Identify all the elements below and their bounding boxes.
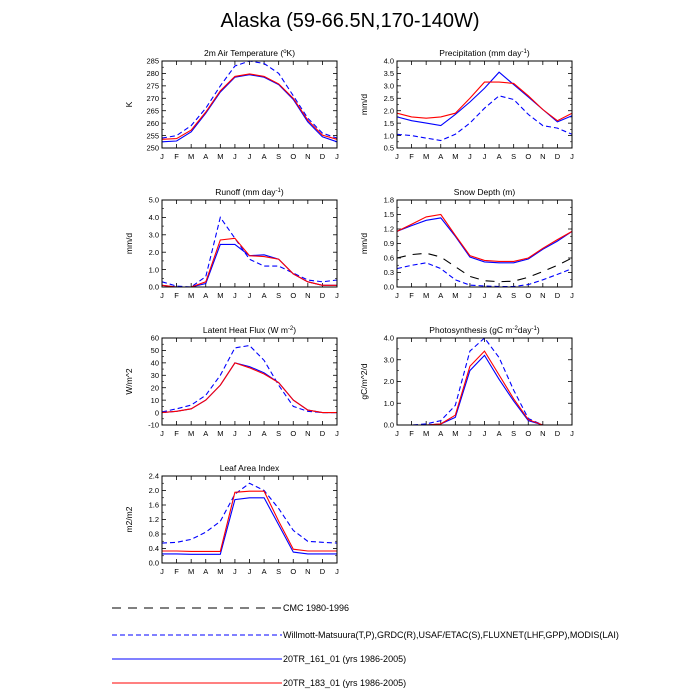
y-tick-label: 0.0 — [148, 282, 159, 292]
y-tick-label: 1.0 — [148, 265, 159, 275]
x-tick-label: F — [174, 291, 179, 300]
y-axis-label: mm/d — [359, 93, 369, 116]
x-tick-label: S — [276, 152, 282, 161]
y-tick-label: 4.0 — [383, 56, 394, 66]
series-line-2 — [397, 263, 572, 287]
x-tick-label: J — [160, 291, 164, 300]
x-tick-label: N — [305, 291, 311, 300]
x-tick-label: F — [174, 429, 179, 438]
x-tick-label: A — [203, 429, 209, 438]
y-tick-label: 0.6 — [383, 253, 394, 263]
x-tick-label: J — [482, 429, 487, 438]
x-tick-label: O — [290, 291, 297, 300]
y-tick-label: 50 — [150, 346, 159, 356]
x-tick-label: N — [540, 152, 546, 161]
series-line-3 — [397, 218, 572, 263]
plot-frame — [162, 200, 337, 287]
panel-6 — [359, 325, 574, 438]
panel-title-text: ) — [280, 187, 284, 197]
series-line-3 — [397, 351, 572, 425]
panel-title — [429, 325, 540, 335]
y-tick-label: 1.0 — [383, 131, 394, 141]
x-tick-label: A — [203, 152, 209, 161]
y-tick-label: 3.0 — [383, 355, 394, 365]
series-line-1 — [162, 346, 337, 413]
panel-title-superscript: -1 — [275, 188, 281, 194]
y-axis-label: W/m^2 — [124, 368, 134, 395]
x-tick-label: M — [217, 567, 224, 576]
y-tick-label: 4.0 — [383, 333, 394, 343]
x-tick-label: M — [188, 291, 195, 300]
x-tick-label: A — [496, 429, 502, 438]
x-tick-label: N — [305, 567, 311, 576]
x-tick-label: D — [319, 567, 326, 576]
y-axis-label: gC/m^2/d — [359, 363, 369, 400]
x-tick-label: O — [525, 291, 532, 300]
x-tick-label: N — [540, 291, 546, 300]
x-tick-label: J — [395, 291, 399, 300]
panel-title-superscript: -1 — [521, 49, 527, 55]
x-tick-label: J — [247, 291, 252, 300]
x-tick-label: A — [496, 291, 502, 300]
x-tick-label: M — [452, 152, 459, 161]
panel-title-text: Leaf Area Index — [219, 463, 280, 473]
panel-title-text: day — [517, 325, 532, 335]
x-tick-label: A — [261, 291, 267, 300]
panel-title-text: 2m Air Temperature ( — [203, 48, 284, 58]
panel-title-text: ) — [536, 325, 540, 335]
panel-1 — [124, 48, 339, 161]
panel-title-text: Latent Heat Flux (W m — [202, 325, 288, 335]
panel-3 — [124, 187, 339, 300]
x-tick-label: M — [188, 152, 195, 161]
panel-7 — [124, 463, 339, 576]
x-tick-label: A — [438, 429, 444, 438]
y-tick-label: 1.5 — [383, 210, 394, 220]
y-tick-label: 1.5 — [383, 118, 394, 128]
x-tick-label: J — [482, 291, 487, 300]
x-tick-label: D — [554, 291, 561, 300]
y-tick-label: 5.0 — [148, 195, 159, 205]
x-tick-label: F — [174, 152, 179, 161]
y-tick-label: 280 — [146, 69, 159, 79]
y-tick-label: 275 — [146, 81, 159, 91]
x-tick-label: M — [452, 291, 459, 300]
y-tick-label: 0.4 — [148, 544, 159, 554]
y-tick-label: 0.0 — [383, 282, 394, 292]
y-tick-label: 40 — [150, 358, 159, 368]
panel-title-superscript: o — [283, 49, 287, 55]
x-tick-label: J — [395, 429, 399, 438]
x-tick-label: S — [511, 291, 517, 300]
legend-label-3: 20TR_161_01 (yrs 1986-2005) — [283, 654, 407, 664]
x-tick-label: J — [570, 291, 574, 300]
x-tick-label: A — [261, 567, 267, 576]
y-tick-label: 265 — [146, 106, 159, 116]
x-tick-label: O — [290, 567, 297, 576]
x-tick-label: D — [319, 291, 326, 300]
x-tick-label: O — [525, 429, 532, 438]
x-tick-label: S — [276, 291, 282, 300]
y-tick-label: 3.5 — [383, 69, 394, 79]
y-tick-label: 0.3 — [383, 268, 394, 278]
legend — [112, 603, 619, 688]
x-tick-label: J — [233, 429, 237, 438]
x-tick-label: O — [290, 152, 297, 161]
x-tick-label: J — [468, 291, 472, 300]
series-line-3 — [162, 363, 337, 413]
y-axis-label: mm/d — [359, 232, 369, 255]
page-title: Alaska (59-66.5N,170-140W) — [220, 10, 480, 32]
panel-title — [439, 48, 530, 58]
x-tick-label: S — [511, 152, 517, 161]
x-tick-label: A — [203, 291, 209, 300]
x-tick-label: J — [335, 291, 339, 300]
plot-frame — [397, 200, 572, 287]
plot-frame — [397, 61, 572, 148]
x-tick-label: J — [160, 567, 164, 576]
y-tick-label: 250 — [146, 143, 159, 153]
panel-title-superscript: -2 — [512, 326, 518, 332]
y-tick-label: 10 — [150, 395, 159, 405]
x-tick-label: J — [395, 152, 399, 161]
x-tick-label: M — [217, 291, 224, 300]
x-tick-label: J — [570, 429, 574, 438]
x-tick-label: M — [188, 567, 195, 576]
plot-frame — [162, 476, 337, 563]
x-tick-label: M — [452, 429, 459, 438]
y-tick-label: 30 — [150, 370, 159, 380]
panel-title-text: Snow Depth (m) — [453, 187, 516, 197]
y-tick-label: 20 — [150, 383, 159, 393]
series-line-3 — [162, 74, 337, 139]
panel-title — [204, 48, 295, 58]
series-line-2 — [397, 355, 572, 425]
panel-title-text: Photosynthesis (gC m — [429, 325, 513, 335]
legend-label-4: 20TR_183_01 (yrs 1986-2005) — [283, 678, 407, 688]
x-tick-label: A — [261, 429, 267, 438]
panel-2 — [359, 48, 574, 161]
y-tick-label: 0.5 — [383, 143, 394, 153]
series-line-1 — [397, 253, 572, 282]
x-tick-label: O — [290, 429, 297, 438]
y-tick-label: 60 — [150, 333, 159, 343]
y-tick-label: 0.0 — [383, 420, 394, 430]
series-line-1 — [162, 61, 337, 138]
y-tick-label: 4.0 — [148, 213, 159, 223]
panel-title-text: ) — [526, 48, 530, 58]
panel-5 — [124, 325, 339, 438]
y-tick-label: 2.0 — [148, 486, 159, 496]
panel-4 — [359, 187, 574, 300]
panel-title — [215, 187, 284, 197]
series-line-1 — [162, 217, 337, 287]
panel-title-text: Precipitation (mm day — [439, 48, 522, 58]
x-tick-label: A — [438, 291, 444, 300]
x-tick-label: D — [554, 152, 561, 161]
y-tick-label: 255 — [146, 131, 159, 141]
y-tick-label: -10 — [148, 420, 159, 430]
y-tick-label: 3.0 — [383, 81, 394, 91]
x-tick-label: A — [438, 152, 444, 161]
y-tick-label: 0 — [154, 408, 159, 418]
y-tick-label: 260 — [146, 118, 159, 128]
x-tick-label: J — [247, 152, 252, 161]
x-tick-label: M — [188, 429, 195, 438]
x-tick-label: M — [217, 429, 224, 438]
y-tick-label: 1.6 — [148, 500, 159, 510]
panel-title-text: K) — [286, 48, 296, 58]
x-tick-label: A — [261, 152, 267, 161]
series-line-2 — [162, 363, 337, 413]
x-tick-label: D — [319, 429, 326, 438]
x-tick-label: M — [423, 429, 430, 438]
x-tick-label: N — [305, 152, 311, 161]
series-line-3 — [162, 491, 337, 551]
x-tick-label: F — [174, 567, 179, 576]
x-tick-label: D — [554, 429, 561, 438]
y-tick-label: 2.0 — [148, 247, 159, 257]
panel-title — [203, 325, 296, 335]
y-tick-label: 285 — [146, 56, 159, 66]
y-axis-label: m2/m2 — [124, 506, 134, 533]
x-tick-label: S — [276, 567, 282, 576]
y-tick-label: 0.9 — [383, 239, 394, 249]
y-tick-label: 1.0 — [383, 398, 394, 408]
x-tick-label: A — [203, 567, 209, 576]
y-tick-label: 2.0 — [383, 106, 394, 116]
x-tick-label: J — [482, 152, 487, 161]
x-tick-label: J — [570, 152, 574, 161]
x-tick-label: N — [305, 429, 311, 438]
series-line-3 — [162, 238, 337, 287]
x-tick-label: S — [511, 429, 517, 438]
x-tick-label: M — [423, 291, 430, 300]
panel-title — [454, 187, 516, 197]
x-tick-label: O — [525, 152, 532, 161]
x-tick-label: J — [233, 567, 237, 576]
series-line-1 — [162, 483, 337, 543]
panel-title-text: Runoff (mm day — [215, 187, 276, 197]
legend-label-2: Willmott-Matsuura(T,P),GRDC(R),USAF/ETAC(S),FLUXNET(LHF,GPP),MODIS(LAI) — [283, 630, 619, 640]
y-tick-label: 2.5 — [383, 93, 394, 103]
y-tick-label: 1.2 — [148, 515, 159, 525]
x-tick-label: S — [276, 429, 282, 438]
y-tick-label: 2.0 — [383, 377, 394, 387]
x-tick-label: M — [423, 152, 430, 161]
y-tick-label: 270 — [146, 93, 159, 103]
y-axis-label: K — [124, 101, 134, 108]
panel-title-text: ) — [293, 325, 297, 335]
y-axis-label: mm/d — [124, 232, 134, 255]
panel-title-superscript: -2 — [287, 326, 294, 332]
x-tick-label: F — [409, 429, 414, 438]
series-line-2 — [162, 498, 337, 555]
y-tick-label: 0.0 — [148, 558, 159, 568]
x-tick-label: F — [409, 291, 414, 300]
x-tick-label: J — [335, 567, 339, 576]
x-tick-label: J — [247, 429, 252, 438]
y-tick-label: 3.0 — [148, 230, 159, 240]
x-tick-label: A — [496, 152, 502, 161]
x-tick-label: M — [217, 152, 224, 161]
x-tick-label: F — [409, 152, 414, 161]
x-tick-label: J — [247, 567, 252, 576]
x-tick-label: J — [468, 429, 472, 438]
legend-label-1: CMC 1980-1996 — [283, 603, 350, 613]
x-tick-label: N — [540, 429, 546, 438]
x-tick-label: J — [335, 152, 339, 161]
x-tick-label: J — [160, 152, 164, 161]
x-tick-label: J — [233, 152, 237, 161]
y-tick-label: 2.4 — [148, 471, 159, 481]
x-tick-label: J — [233, 291, 237, 300]
y-tick-label: 0.8 — [148, 529, 159, 539]
panel-title-superscript: -1 — [531, 326, 537, 332]
y-tick-label: 1.2 — [383, 224, 394, 234]
x-tick-label: J — [160, 429, 164, 438]
x-tick-label: J — [468, 152, 472, 161]
y-tick-label: 1.8 — [383, 195, 394, 205]
x-tick-label: J — [335, 429, 339, 438]
panel-title — [220, 463, 280, 473]
x-tick-label: D — [319, 152, 326, 161]
